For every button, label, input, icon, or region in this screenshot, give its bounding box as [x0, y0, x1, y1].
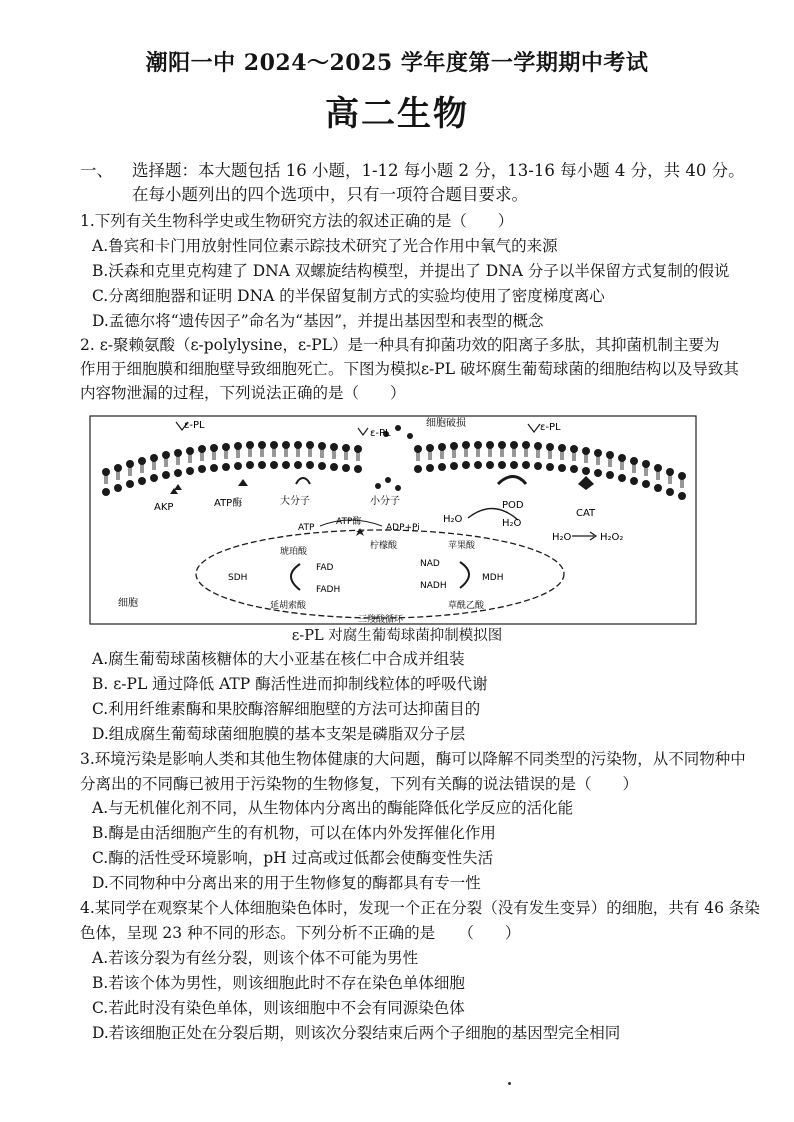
fumarate-label: 延胡索酸: [270, 601, 307, 611]
h2o2-label: H₂O₂: [600, 532, 624, 543]
epl-label-mid: ε-PL: [370, 428, 391, 439]
option-d: D.若该细胞正处在分裂后期，则该次分裂结束后两个子细胞的基因型完全相同: [92, 1024, 621, 1042]
h2o-label: H₂O: [552, 532, 572, 543]
nadh-label: NADH: [420, 581, 447, 591]
option-b: B.沃森和克里克构建了 DNA 双螺旋结构模型，并提出了 DNA 分子以半保留方式复制的假说: [92, 262, 730, 280]
h2o-label: H₂O: [443, 514, 463, 525]
option-b: B. ε-PL 通过降低 ATP 酶活性进而抑制线粒体的呼吸代谢: [92, 675, 488, 693]
question-stem: 1.下列有关生物科学史或生物研究方法的叙述正确的是（ ）: [80, 212, 514, 230]
question-stem: 内容物泄漏的过程，下列说法正确的是（ ）: [80, 384, 406, 402]
option-a: A.鲁宾和卡门用放射性同位素示踪技术研究了光合作用中氧气的来源: [92, 237, 558, 255]
cell-label: 细胞: [118, 598, 138, 609]
fadh-label: FADH: [316, 585, 341, 595]
phospholipid-bilayer: [102, 441, 686, 500]
epl-label-right: ε-PL: [540, 422, 561, 433]
cat-label: CAT: [576, 508, 596, 519]
small-molecule-label: 小分子: [370, 496, 400, 507]
option-b: B.若该个体为男性，则该细胞此时不存在染色单体细胞: [92, 974, 465, 992]
question-stem: 3.环境污染是影响人类和其他生物体健康的大问题，酶可以降解不同类型的污染物，从不同物种中: [80, 750, 746, 768]
diagram-frame: [90, 416, 696, 624]
option-b: B.酶是由活细胞产生的有机物，可以在体内外发挥催化作用: [92, 824, 496, 842]
nad-label: NAD: [420, 559, 440, 569]
section-number: 一、: [80, 161, 113, 180]
membrane-damage-label: 细胞破损: [426, 418, 466, 429]
question-stem: 4.某同学在观察某个人体细胞染色体时，发现一个正在分裂（没有发生变异）的细胞，共有 46 条染: [80, 899, 760, 917]
option-c: C.分离细胞器和证明 DNA 的半保留复制方式的实验均使用了密度梯度离心: [92, 287, 605, 305]
citric-label: 柠檬酸: [370, 541, 398, 551]
scan-speck: [508, 1082, 511, 1085]
pod-label: POD: [502, 500, 524, 511]
option-d: D.组成腐生葡萄球菌细胞膜的基本支架是磷脂双分子层: [92, 725, 466, 743]
akp-label: AKP: [154, 502, 174, 513]
question-stem: 2. ε-聚赖氨酸（ε-polylysine，ε-PL）是一种具有抑菌功效的阳离子多肽，其抑菌机制主要为: [80, 336, 720, 354]
epl-label-left: ε-PL: [184, 420, 205, 431]
question-stem: 色体，呈现 23 种不同的形态。下列分析不正确的是 （ ）: [80, 924, 521, 942]
atpase2-label: ATP酶: [336, 517, 362, 527]
atp-label: ATP: [298, 523, 315, 533]
option-a: A.腐生葡萄球菌核糖体的大小亚基在核仁中合成并组装: [92, 650, 465, 668]
succinate-label: 琥珀酸: [280, 547, 308, 557]
option-c: C.利用纤维素酶和果胶酶溶解细胞壁的方法可达抑菌目的: [92, 700, 481, 718]
question-stem: 分离出的不同酶已被用于污染物的生物修复，下列有关酶的说法错误的是（ ）: [80, 775, 639, 793]
question-stem: 作用于细胞膜和细胞壁导致细胞死亡。下图为模拟ε-PL 破坏腐生葡萄球菌的细胞结构以及导致其: [80, 360, 739, 378]
leaked-molecules: [170, 476, 594, 494]
option-c: C.若此时没有染色单体，则该细胞中不会有同源染色体: [92, 999, 465, 1017]
mdh-label: MDH: [482, 573, 504, 583]
sdh-label: SDH: [228, 573, 248, 583]
adp-label: ADP+Pi: [386, 523, 420, 533]
fad-label: FAD: [316, 563, 334, 573]
malate-label: 苹果酸: [448, 541, 476, 551]
section-instructions-2: 在每小题列出的四个选项中，只有一项符合题目要求。: [132, 185, 528, 204]
section-instructions: 选择题：本大题包括 16 小题，1-12 每小题 2 分，13-16 每小题 4 分，共 40 分。: [132, 161, 745, 180]
figure-caption: ε-PL 对腐生葡萄球菌抑制模拟图: [291, 628, 503, 644]
epl-mechanism-diagram: [88, 414, 698, 626]
subject-title: 高二生物: [325, 94, 469, 134]
option-d: D.不同物种中分离出来的用于生物修复的酶都具有专一性: [92, 874, 481, 892]
atpase-label: ATP酶: [214, 498, 243, 509]
tca-label: 三羧酸循环: [358, 615, 404, 625]
epl-molecule-icon: [176, 422, 540, 439]
option-a: A.若该分裂为有丝分裂，则该个体不可能为男性: [92, 949, 419, 967]
h2o-label: H₂O: [502, 518, 522, 529]
option-d: D.孟德尔将“遗传因子”命名为“基因”，并提出基因型和表型的概念: [92, 312, 544, 330]
macromolecule-label: 大分子: [280, 496, 310, 507]
option-a: A.与无机催化剂不同，从生物体内分离出的酶能降低化学反应的活化能: [92, 799, 574, 817]
option-c: C.酶的活性受环境影响，pH 过高或过低都会使酶变性失活: [92, 849, 494, 867]
exam-title: 潮阳一中 2024～2025 学年度第一学期期中考试: [145, 50, 649, 76]
oxaloacetate-label: 草酰乙酸: [448, 601, 485, 611]
